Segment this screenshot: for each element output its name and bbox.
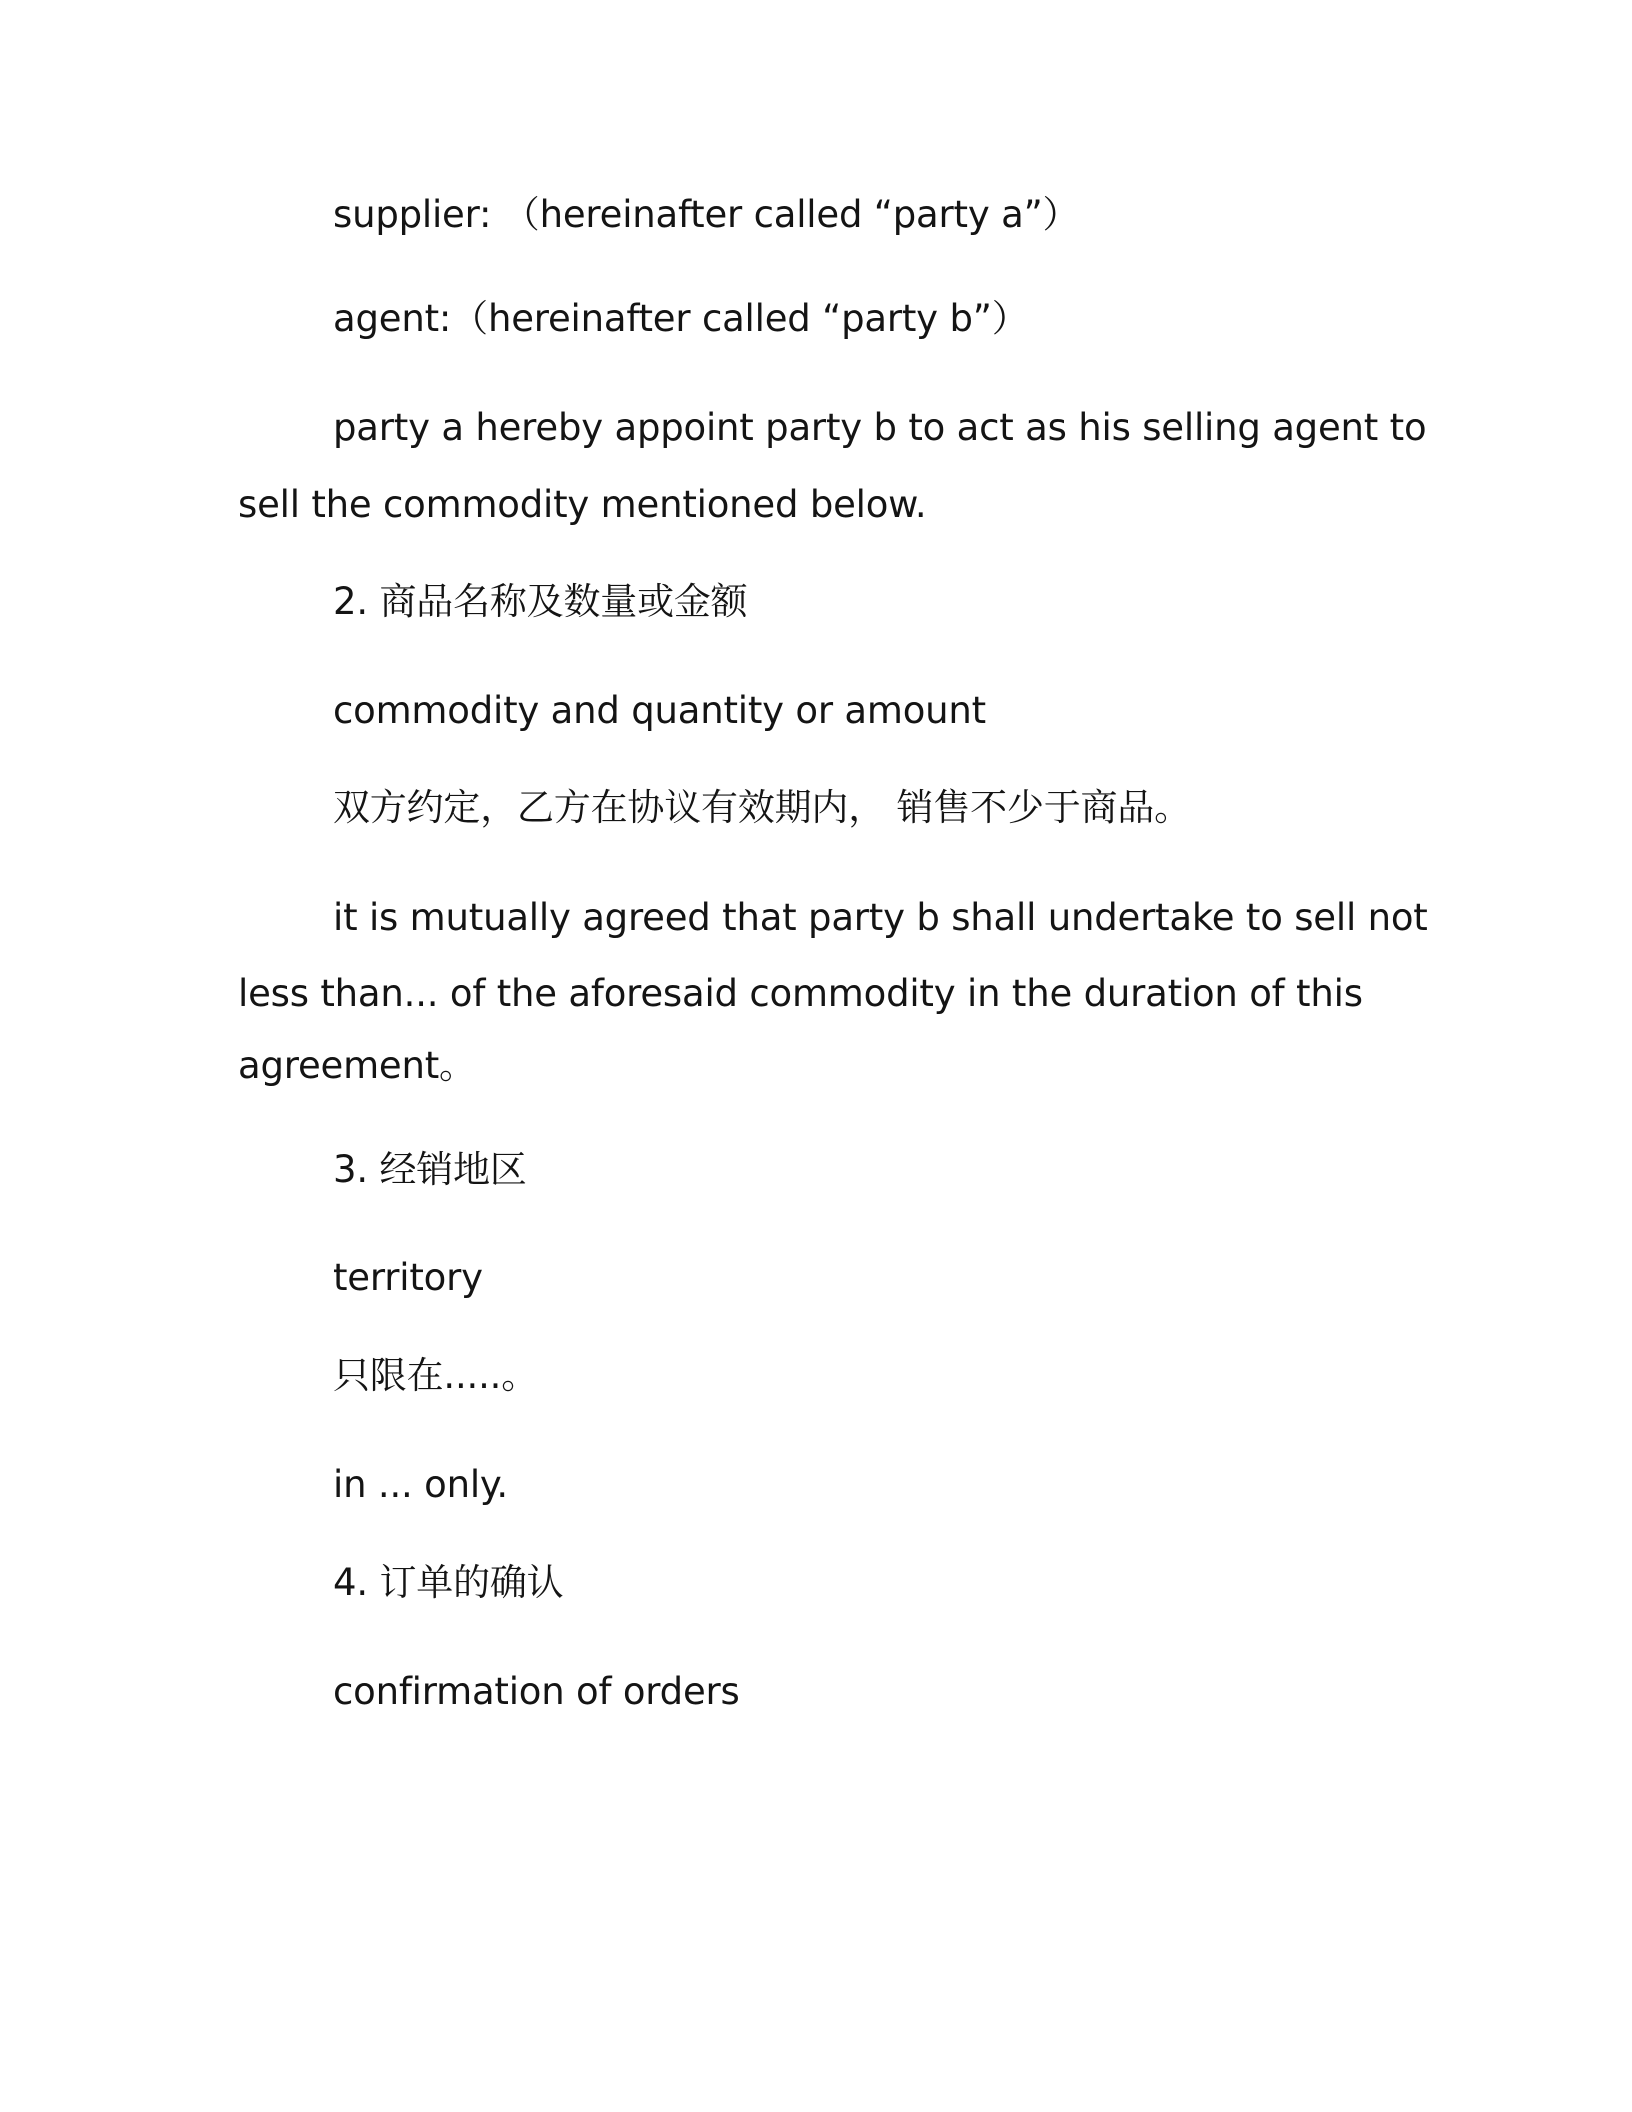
quantity-clause-chinese: 双方约定，乙方在协议有效期内， 销售不少于商品。 [333, 786, 1191, 829]
section-3-heading-english: territory [333, 1256, 483, 1299]
agent-line: agent:（hereinafter called “party b”） [333, 297, 1029, 340]
section-2-heading-english: commodity and quantity or amount [333, 689, 986, 732]
section-4-heading-english: confirmation of orders [333, 1670, 740, 1713]
appointment-paragraph-line-2: sell the commodity mentioned below. [238, 483, 927, 526]
territory-clause-english: in ... only. [333, 1463, 508, 1506]
section-2-heading: 2. 商品名称及数量或金额 [333, 580, 748, 623]
supplier-line: supplier: （hereinafter called “party a”） [333, 193, 1080, 236]
appointment-paragraph-line-1: party a hereby appoint party b to act as his selling agent to [333, 406, 1427, 449]
section-4-heading: 4. 订单的确认 [333, 1561, 564, 1604]
quantity-clause-line-3: agreement。 [238, 1044, 476, 1087]
quantity-clause-line-1: it is mutually agreed that party b shall undertake to sell not [333, 896, 1428, 939]
territory-clause-chinese: 只限在.....。 [333, 1354, 539, 1397]
section-3-heading: 3. 经销地区 [333, 1148, 527, 1191]
quantity-clause-line-2: less than... of the aforesaid commodity in the duration of this [238, 972, 1363, 1015]
